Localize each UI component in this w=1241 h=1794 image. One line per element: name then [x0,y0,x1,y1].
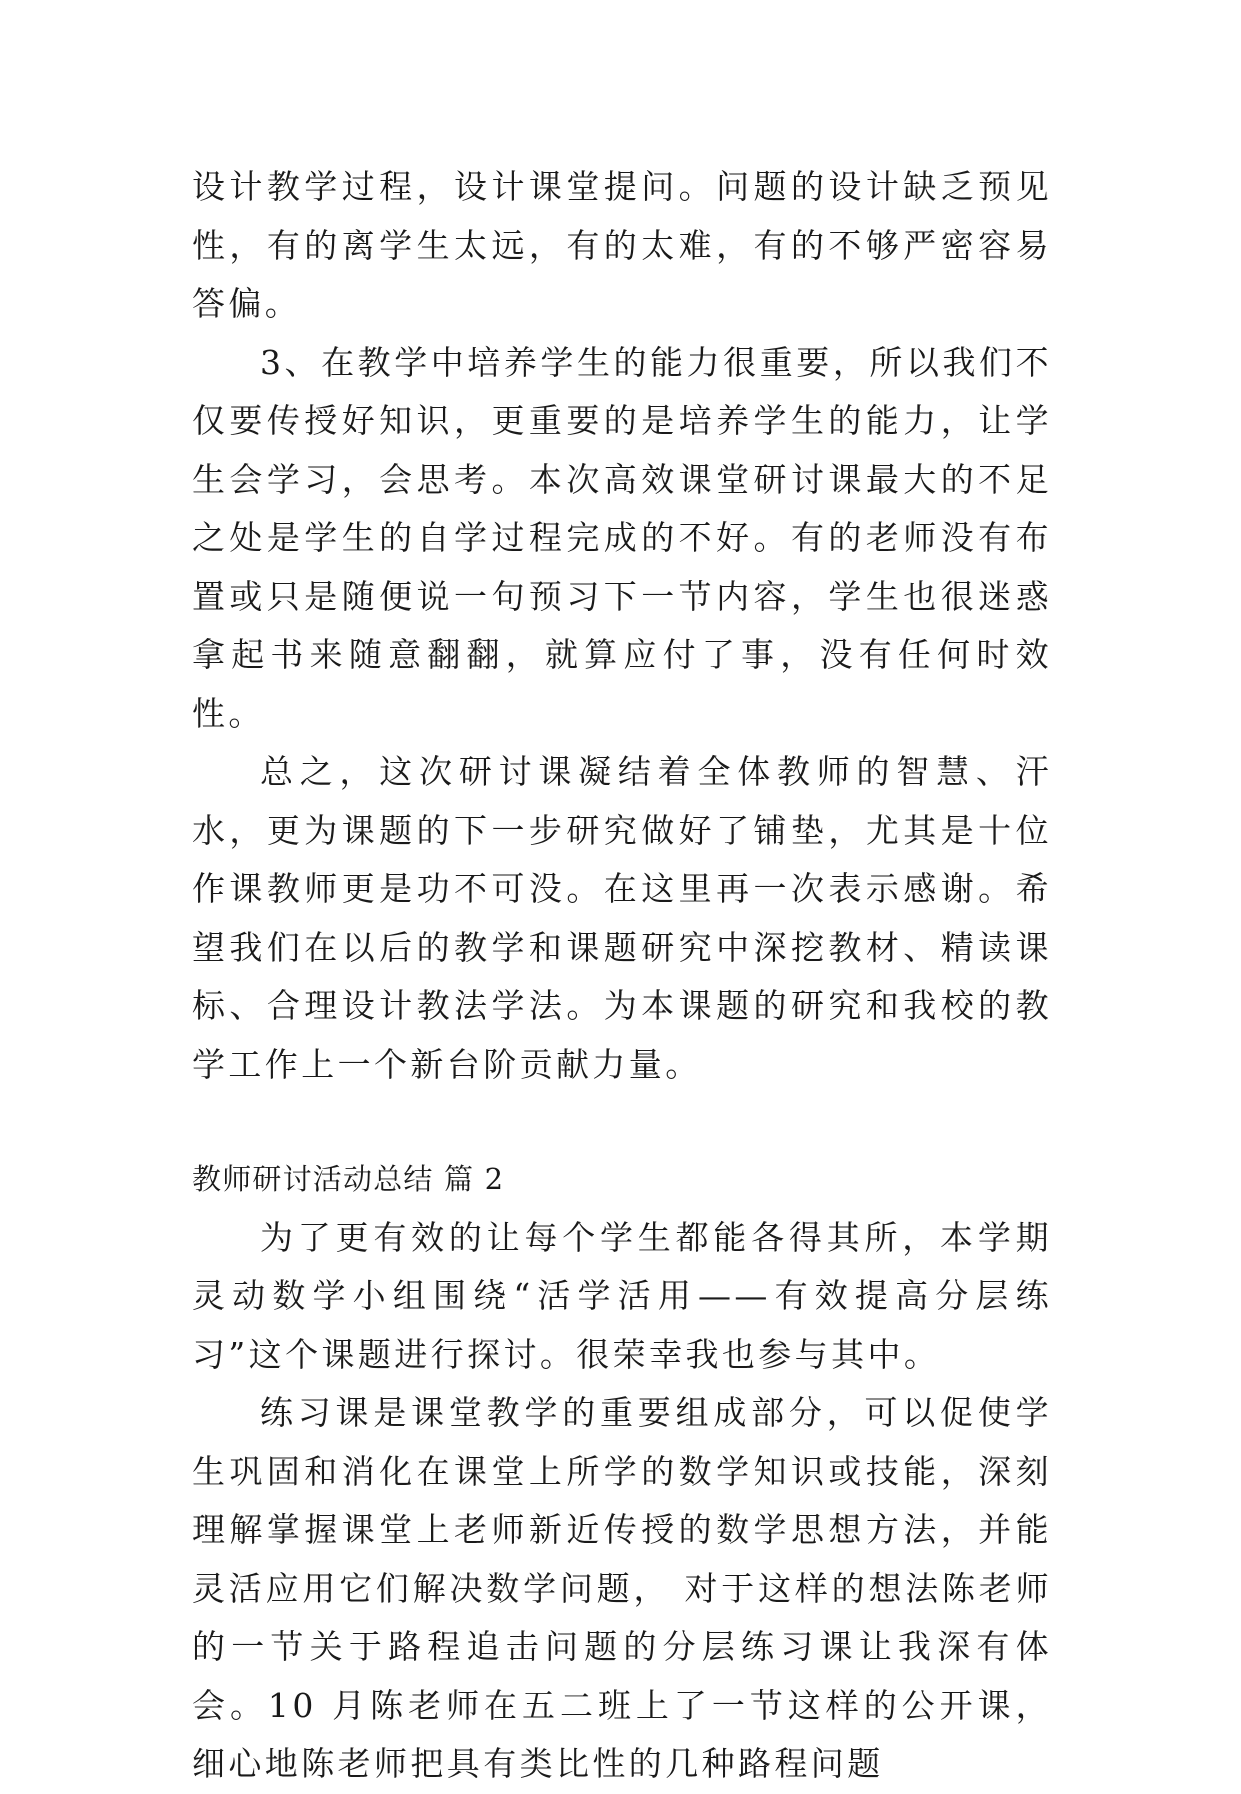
section-gap [192,1094,1052,1150]
paragraph-intro: 为了更有效的让每个学生都能各得其所，本学期灵动数学小组围绕“活学活用——有效提高分层练习”这个课题进行探讨。很荣幸我也参与其中。 [192,1217,1052,1374]
document-body [192,158,1052,1794]
paragraph-continuation: 设计教学过程，设计课堂提问。问题的设计缺乏预见性，有的离学生太远，有的太难，有的不够严密容易答偏。 [192,167,1052,323]
paragraph-practice-class: 练习课是课堂教学的重要组成部分，可以促使学生巩固和消化在课堂上所学的数学知识或技能，深刻理解掌握课堂上老师新近传授的数学思想方法，并能灵活应用它们解决数学问题， 对于这样的想法陈老师的一节关于路程追击问题的分层练习课让我深有体会。10 月陈老师在五二班上了一节这样的公开课，细心地陈老师把具有类比性的几种路程问题 [192,1393,1052,1783]
paragraph-conclusion: 总之，这次研讨课凝结着全体教师的智慧、汗水，更为课题的下一步研究做好了铺垫，尤其是十位作课教师更是功不可没。在这里再一次表示感谢。希望我们在以后的教学和课题研究中深挖教材、精读课标、合理设计教法学法。为本课题的研究和我校的教学工作上一个新台阶贡献力量。 [192,752,1052,1084]
paragraph-point-3: 3、在教学中培养学生的能力很重要，所以我们不仅要传授好知识，更重要的是培养学生的能力，让学生会学习，会思考。本次高效课堂研讨课最大的不足之处是学生的自学过程完成的不好。有的老师没有布置或只是随便说一句预习下一节内容，学生也很迷惑拿起书来随意翻翻，就算应付了事，没有任何时效性。 [192,342,1052,733]
section-heading: 教师研讨活动总结 篇 2 [192,1162,505,1196]
